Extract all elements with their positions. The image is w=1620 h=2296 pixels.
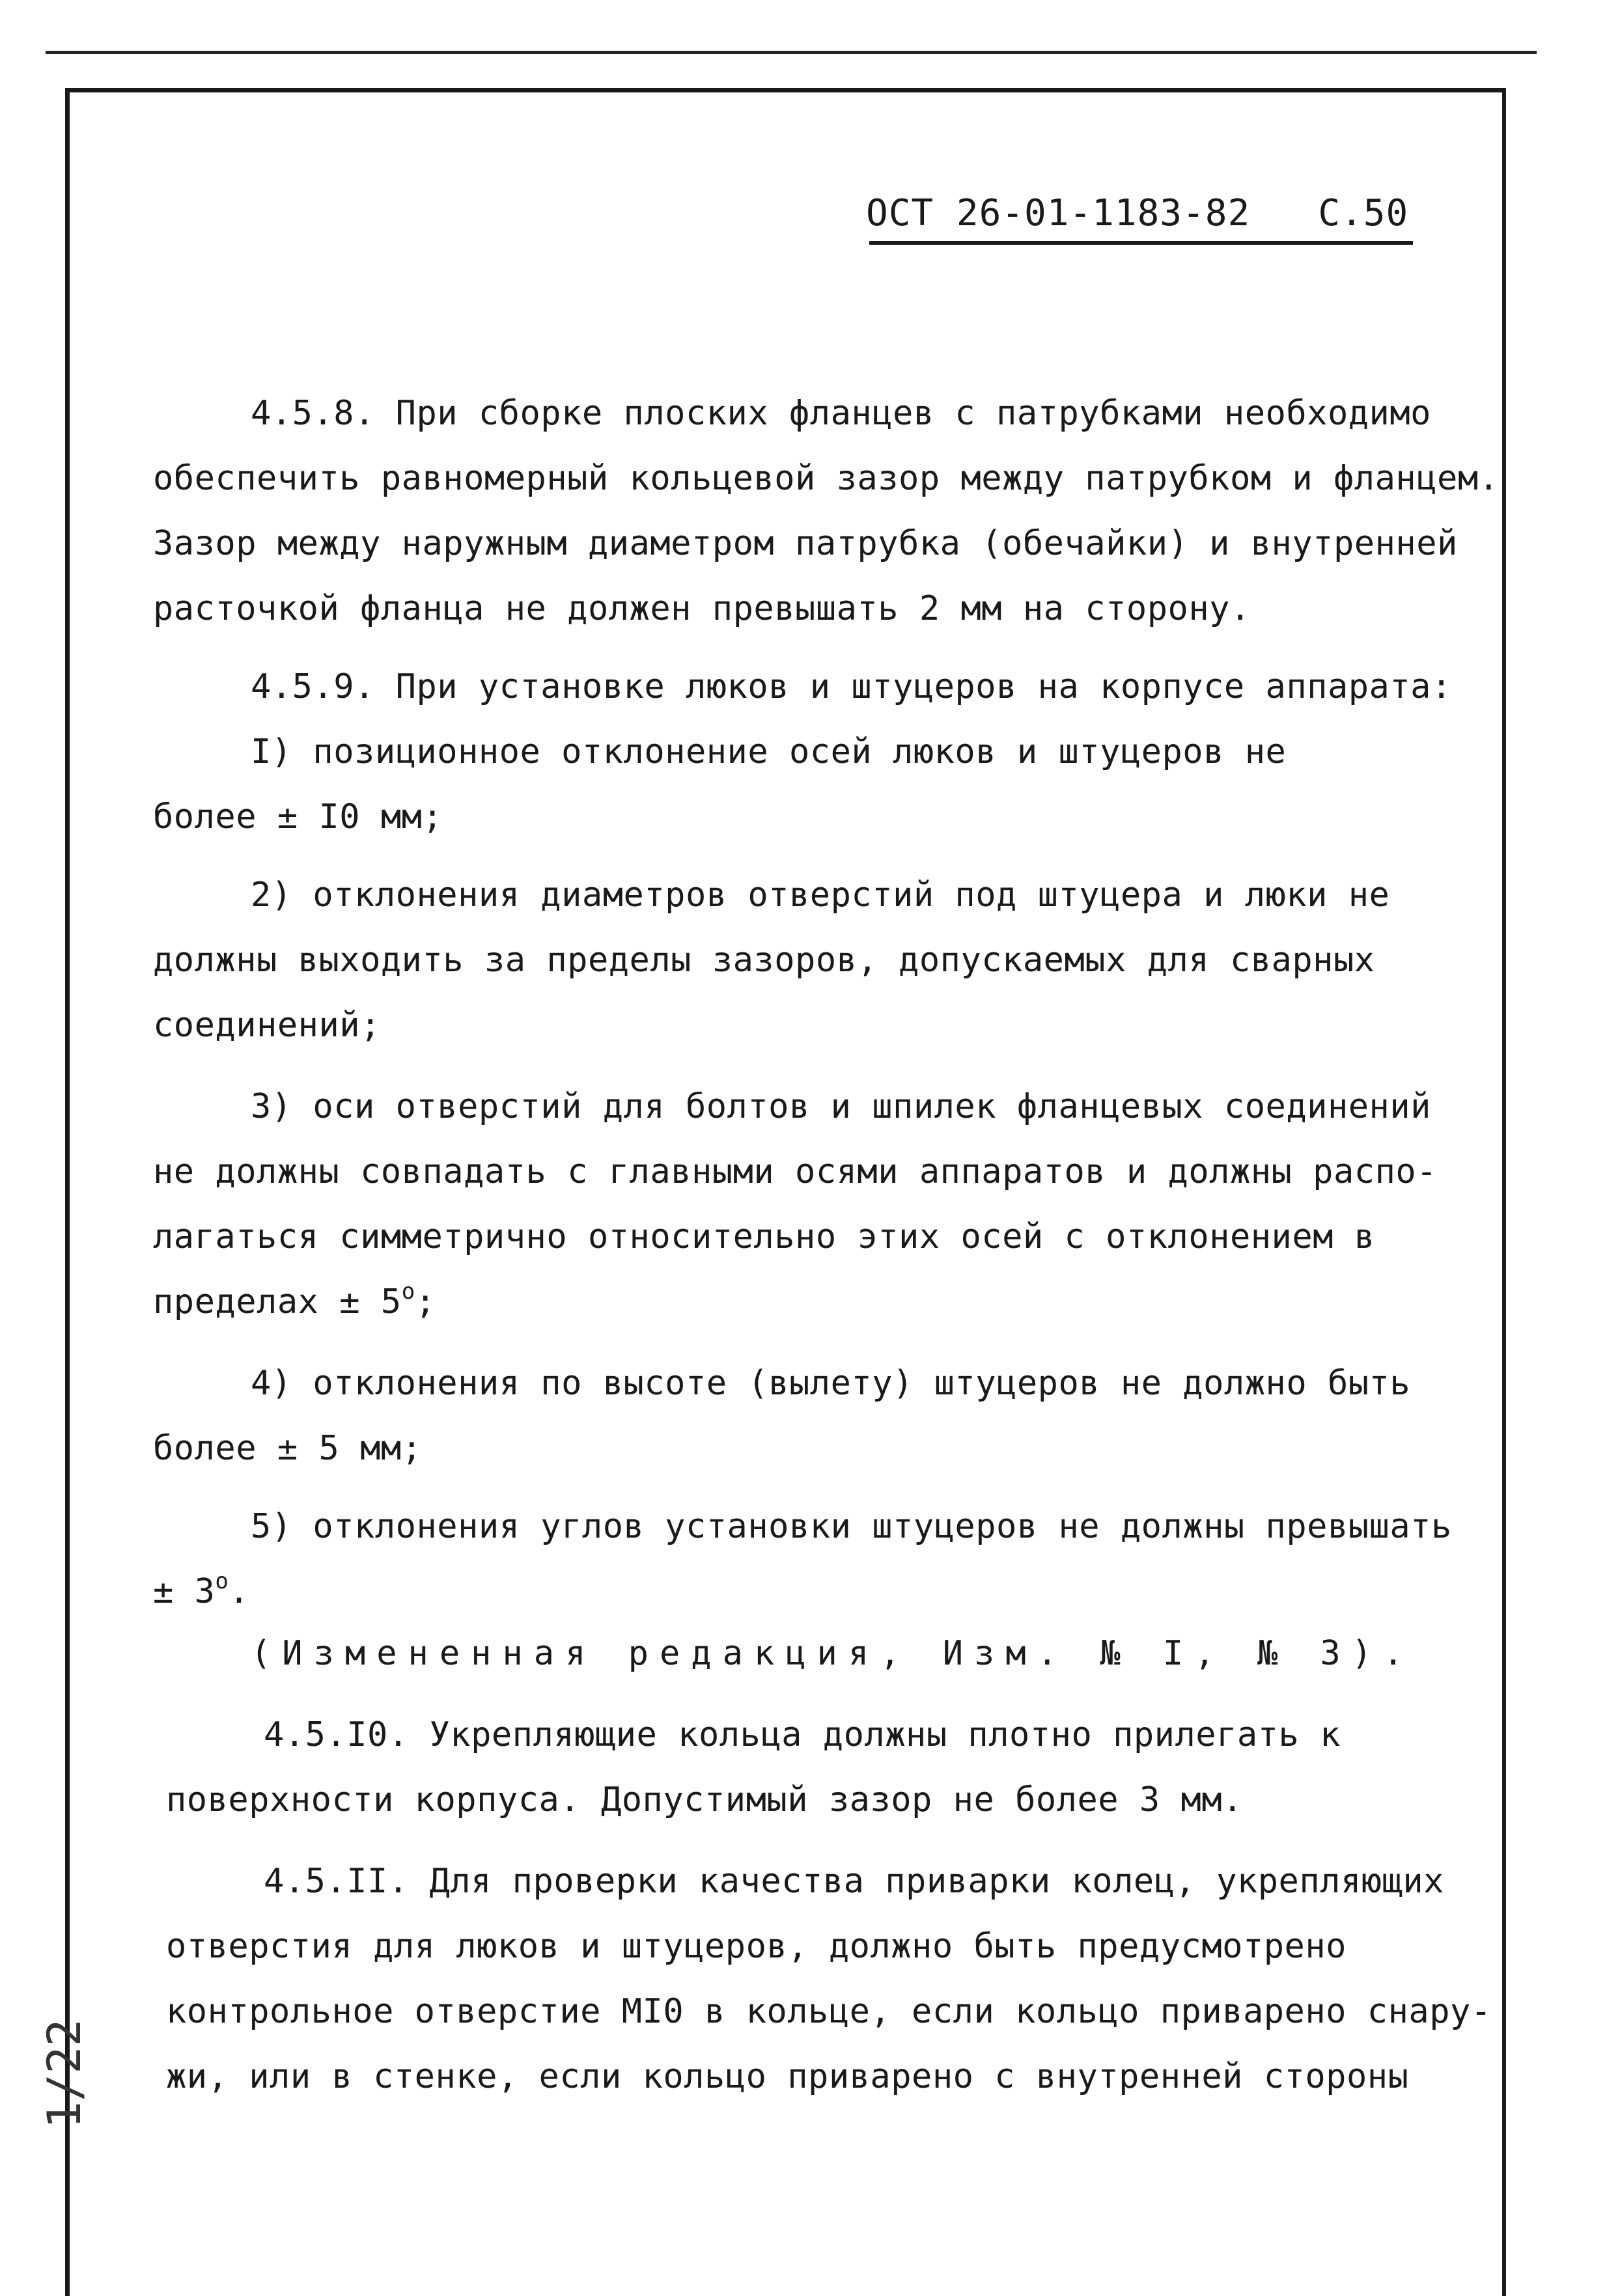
para-458-line-4: расточкой фланца не должен превышать 2 мм на сторону. xyxy=(153,589,1251,628)
side-margin-mark: 1/22 xyxy=(38,2019,91,2129)
para-4510-line-1: 4.5.I0. Укрепляющие кольца должны плотно прилегать к xyxy=(264,1715,1341,1754)
item-3-line-4: пределах ± $5^о$; xyxy=(153,1279,436,1321)
item-3-line-3: лагаться симметрично относительно этих осей с отклонением в xyxy=(153,1217,1375,1256)
para-458-line-1: 4.5.8. При сборке плоских фланцев с патрубками необходимо xyxy=(251,394,1431,433)
para-4511-line-3: контрольное отверстие МI0 в кольце, если кольцо приварено снару- xyxy=(166,1992,1492,2031)
item-3-line-1: 3) оси отверстий для болтов и шпилек фланцевых соединений xyxy=(251,1087,1431,1126)
item-1-line-2: более ± I0 мм; xyxy=(153,797,443,837)
item-4-line-2: более ± 5 мм; xyxy=(153,1429,423,1468)
para-4511-line-1: 4.5.II. Для проверки качества приварки колец, укрепляющих xyxy=(264,1862,1444,1901)
para-458-line-3: Зазор между наружным диаметром патрубка (обечайки) и внутренней xyxy=(153,524,1458,563)
item-1-line-1: I) позиционное отклонение осей люков и штуцеров не xyxy=(251,732,1287,771)
para-458-line-2: обеспечить равномерный кольцевой зазор между патрубком и фланцем. xyxy=(153,459,1500,498)
doc-header xyxy=(866,192,1408,234)
item-4-line-1: 4) отклонения по высоте (вылету) штуцеров не должно быть xyxy=(251,1364,1411,1403)
item-5-line-1: 5) отклонения углов установки штуцеров не должны превышать xyxy=(251,1507,1452,1546)
edition-note: (Измененная редакция, Изм. № I, № 3). xyxy=(251,1634,1415,1673)
item-2-line-1: 2) отклонения диаметров отверстий под штуцера и люки не xyxy=(251,876,1390,915)
para-4511-line-2: отверстия для люков и штуцеров, должно быть предусмотрено xyxy=(166,1927,1347,1966)
para-459-intro: 4.5.9. При установке люков и штуцеров на корпусе аппарата: xyxy=(251,667,1452,706)
item-2-line-2: должны выходить за пределы зазоров, допускаемых для сварных xyxy=(153,941,1375,980)
item-5-line-2: ± $3^о$. xyxy=(153,1568,250,1611)
page-number: С.50 xyxy=(1318,192,1409,234)
para-4510-line-2: поверхности корпуса. Допустимый зазор не более 3 мм. xyxy=(166,1780,1243,1819)
header-underline xyxy=(869,241,1413,245)
item-2-line-3: соединений; xyxy=(153,1006,381,1045)
para-4511-line-4: жи, или в стенке, если кольцо приварено с внутренней стороны xyxy=(166,2057,1409,2096)
doc-number: ОСТ 26-01-1183-82 xyxy=(866,192,1251,234)
top-edge-line xyxy=(46,51,1537,54)
item-3-line-2: не должны совпадать с главными осями аппаратов и должны распо- xyxy=(153,1152,1438,1191)
